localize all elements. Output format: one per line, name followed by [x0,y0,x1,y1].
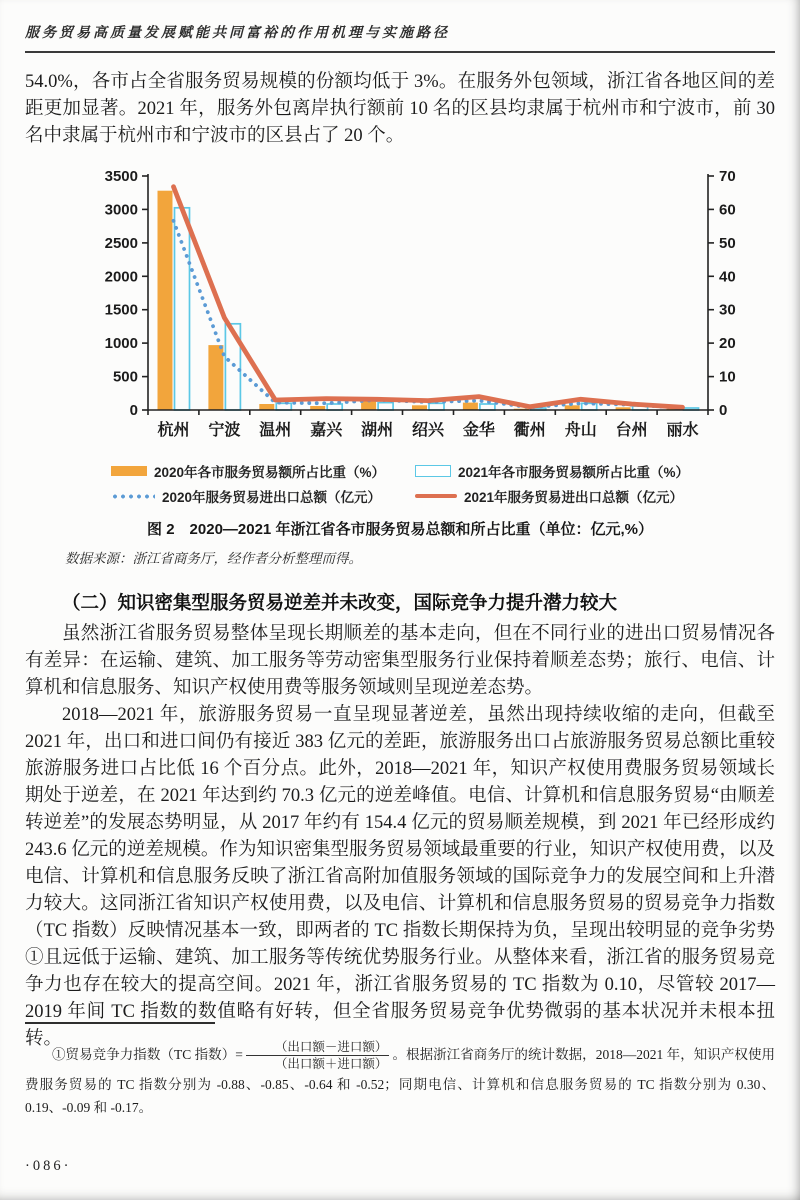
footnote-body: 。根据浙江省商务厅的统计数据，2018—2021 年，知识产权使用费服务贸易的 TC 指数分别为 -0.88、-0.85、-0.64 和 -0.52；同期电信、计算机和信息服务贸易的 TC 指数分别为 0.30、0.19、-0.09 和 -0.17。 [25,1046,776,1115]
fraction-denominator: （出口额＋进口额） [274,1057,388,1072]
left-tick-label: 2500 [104,234,138,252]
legend-item [415,486,689,506]
figure-2 [25,164,775,567]
fraction-numerator: （出口额－进口额） [246,1039,390,1056]
legend-item [111,461,385,481]
left-tick-label: 3000 [104,201,138,219]
running-head: 服务贸易高质量发展赋能共同富裕的作用机理与实施路径 [25,22,775,53]
left-tick-label: 1000 [104,335,138,353]
bar-2020 [463,403,478,410]
chart-trade-by-city [73,164,775,457]
category-label: 湖州 [361,422,394,439]
page-number: ·086· [25,1158,72,1174]
footnote-text [25,1039,775,1119]
chart-legend [25,461,775,506]
figure-caption: 图 2 2020—2021 年浙江省各市服务贸易总额和所占比重（单位：亿元,%） [147,521,653,538]
paragraph-intro: 54.0%，各市占全省服务贸易规模的份额均低于 3%。在服务外包领域，浙江省各地区间的差距更加显著。2021 年，服务外包离岸执行额前 10 名的区县均隶属于杭州市和宁波市，前 30 名中隶属于杭州市和宁波市的区县占了 20 个。 [25,72,775,146]
bar-2021 [327,404,342,410]
bar-2020 [158,191,173,410]
category-label: 杭州 [157,422,190,439]
bar-2021 [429,403,444,410]
legend-swatch-bar [111,466,147,476]
line-2020-dotted [174,221,683,408]
paragraph-analysis: 2018—2021 年，旅游服务贸易一直呈现显著逆差，虽然出现持续收缩的走向，但截至 2021 年，出口和进口间仍有接近 383 亿元的差距，旅游服务出口占旅游服务贸易总额比重较旅游服务进口占比低 16 个百分点。此外，2018—2021 年，知识产权使用费服务贸易领域长期处于逆差，在 2021 年达到约 70.3 亿元的逆差峰值。电信、计算机和信息服务贸易“由顺差转逆差”的发展态势明显，从 2017 年约有 154.4 亿元的贸易顺差规模，到 2021 年已经形成约 243.6 亿元的逆差规模。作为知识密集型服务贸易领域最重要的行业，知识产权使用费，以及电信、计算机和信息服务反映了浙江省高附加值服务领域的国际竞争力的发展空间和上升潜力较大。这同浙江省知识产权使用费，以及电信、计算机和信息服务贸易的贸易竞争力指数（TC 指数）反映情况基本一致，即两者的 TC 指数长期保持为负，呈现出较明显的竞争劣势①且远低于运输、建筑、加工服务等传统优势服务行业。从整体来看，浙江省的服务贸易竞争力也存在较大的提高空间。2021 年，浙江省服务贸易的 TC 指数为 0.10，尽管较 2017—2019 年间 TC 指数的数值略有好转，但全省服务贸易竞争优势微弱的基本状况并未根本扭转。 [25,705,775,1049]
category-label: 丽水 [666,422,699,439]
legend-swatch-bar-outline [415,465,451,477]
footnote-block [25,1022,775,1119]
right-tick-label: 10 [719,368,736,386]
chart-canvas [73,164,773,452]
right-tick-label: 40 [719,268,736,286]
right-tick-label: 30 [719,301,736,319]
left-tick-label: 1500 [104,301,138,319]
bar-2020 [259,404,274,410]
legend-label: 2021年各市服务贸易额所占比重（%） [458,465,690,480]
legend-item [111,486,385,506]
legend-item [415,461,689,481]
right-tick-label: 70 [719,168,736,185]
legend-swatch-line-dotted [111,494,155,499]
category-label: 金华 [462,422,495,439]
legend-label: 2020年服务贸易进出口总额（亿元） [161,490,381,505]
left-tick-label: 0 [129,402,138,419]
tc-index-fraction [246,1039,390,1073]
footnote-divider [25,1022,215,1024]
left-tick-label: 3500 [104,168,138,185]
left-tick-label: 500 [112,368,138,386]
line-2021-solid [174,187,683,408]
category-label: 绍兴 [411,422,445,439]
bar-2021 [378,403,393,410]
right-tick-label: 50 [719,234,736,252]
category-label: 温州 [259,422,292,439]
category-label: 宁波 [208,422,241,439]
category-label: 衢州 [513,422,546,439]
bar-2020 [208,345,223,410]
figure-source: 数据来源：浙江省商务厅，经作者分析整理而得。 [65,551,362,566]
right-tick-label: 0 [719,402,728,419]
category-label: 台州 [615,422,648,439]
left-tick-label: 2000 [104,268,138,286]
legend-swatch-line [415,494,457,499]
paragraph-overview: 虽然浙江省服务贸易整体呈现长期顺差的基本走向，但在不同行业的进出口贸易情况各有差异：在运输、建筑、加工服务等劳动密集型服务行业保持着顺差态势；旅行、电信、计算机和信息服务、知识产权使用费等服务领域则呈现逆差态势。 [25,624,775,698]
section-heading-2: （二）知识密集型服务贸易逆差并未改变，国际竞争力提升潜力较大 [62,592,618,613]
category-label: 嘉兴 [310,422,343,439]
bar-2021 [480,404,495,410]
legend-label: 2021年服务贸易进出口总额（亿元） [464,490,684,505]
bar-2021 [175,208,190,410]
bar-2020 [361,401,376,410]
right-tick-label: 60 [719,201,736,219]
legend-label: 2020年各市服务贸易额所占比重（%） [153,465,385,480]
footnote-lead: ①贸易竞争力指数（TC 指数）= [52,1046,243,1062]
right-tick-label: 20 [719,335,736,353]
category-label: 舟山 [564,422,597,439]
